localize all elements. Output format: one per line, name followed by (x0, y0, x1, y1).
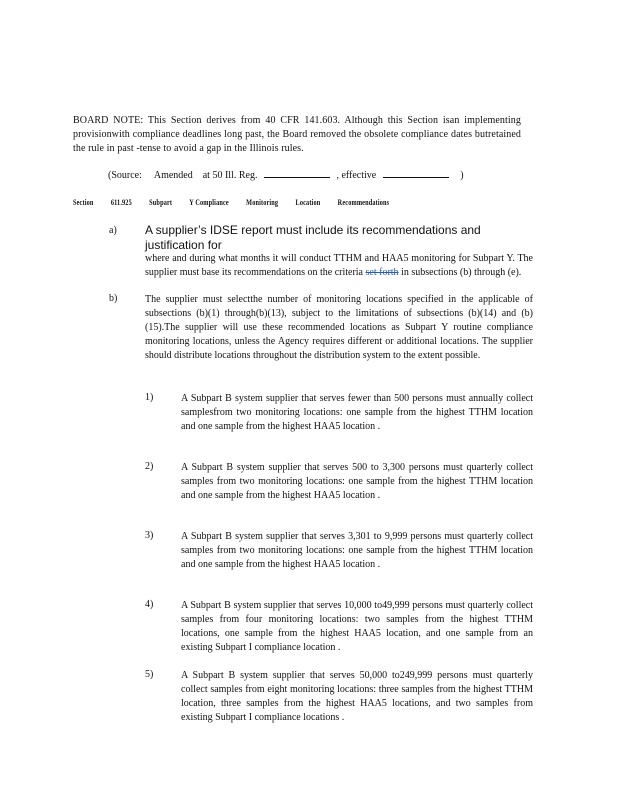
heading-number: 611.925 (110, 198, 132, 207)
item-4-label: 4) (145, 599, 154, 610)
item-3-label: 3) (145, 530, 154, 541)
subsection-a (145, 223, 533, 280)
subsection-a-body: where and during what months it will conduct TTHM and HAA5 monitoring for Subpart Y. The supplier must base its recommendations on the criteria (145, 253, 533, 278)
item-4-text: A Subpart B system supplier that serves 10,000 to49,999 persons must quarterly collect samples from four monitoring locations: two samples from the highest TTHM locations, one sample from the highest HAA5 location, and one sample from an existing Subpart I compliance location . (181, 600, 533, 653)
item-2-text: A Subpart B system supplier that serves 500 to 3,300 persons must quarterly collect samples from two monitoring locations: one sample from the highest TTHM location and one sample from the highest HAA5 location . (181, 462, 533, 501)
item-1-label: 1) (145, 392, 154, 403)
source-reg: at 50 Ill. Reg. (202, 170, 258, 181)
heading-word-subpart: Subpart (149, 198, 173, 207)
item-2-label: 2) (145, 461, 154, 472)
heading-word-monitoring: Monitoring (246, 198, 279, 207)
subsection-a-struck-text: set forth (365, 267, 399, 278)
source-close: ) (460, 170, 464, 181)
section-heading (73, 198, 405, 207)
subsection-b-label: b) (109, 293, 118, 304)
item-1-text: A Subpart B system supplier that serves fewer than 500 persons must annually collect samplesfrom two monitoring locations: one sample from the highest TTHM location and one sample from the highest HAA5 location . (181, 393, 533, 432)
subsection-a-label: a) (109, 225, 117, 236)
item-5-text: A Subpart B system supplier that serves 50,000 to249,999 persons must quarterly collect samples from eight monitoring locations: three samples from the highest TTHM location, three samples from the highest HAA5 locations, and two samples from existing Subpart I compliance locations . (181, 670, 533, 723)
item-5-label: 5) (145, 669, 154, 680)
source-effective: , effective (336, 170, 377, 181)
subsection-b-text: The supplier must selectthe number of monitoring locations specified in the applicable of subsections (b)(1) through(b)(13), subject to the limitations of subsections (b)(14) and (b)(15).The supplier will use these recommended locations as Subpart Y routine compliance monitoring locations, unless the Agency requires different or additional locations. The supplier should distribute locations throughout the distribution system to the extent possible. (145, 294, 533, 361)
heading-section-word: Section (73, 198, 94, 207)
reg-blank (264, 168, 330, 178)
source-amended: Amended (153, 170, 193, 181)
heading-word-location: Location (295, 198, 321, 207)
board-note: BOARD NOTE: This Section derives from 40 CFR 141.603. Although this Section isan implementing provisionwith compliance deadlines long past, the Board removed the obsolete compliance dates butretained the rule in past -tense to avoid a gap in the Illinois rules. (73, 115, 521, 154)
item-3-text: A Subpart B system supplier that serves 3,301 to 9,999 persons must quarterly collect samples from two monitoring locations: one sample from the highest TTHM location and one sample from the highest HAA5 location . (181, 531, 533, 570)
effective-blank (383, 168, 449, 178)
heading-word-recommendations: Recommendations (337, 198, 390, 207)
source-note (108, 168, 464, 183)
subsection-a-tail: in subsections (b) through (e). (401, 267, 522, 278)
heading-word-compliance: Y Compliance (189, 198, 229, 207)
subsection-a-lead: A supplier’s IDSE report must include its recommendations and justification for (145, 223, 481, 252)
source-prefix: (Source: (108, 170, 142, 181)
